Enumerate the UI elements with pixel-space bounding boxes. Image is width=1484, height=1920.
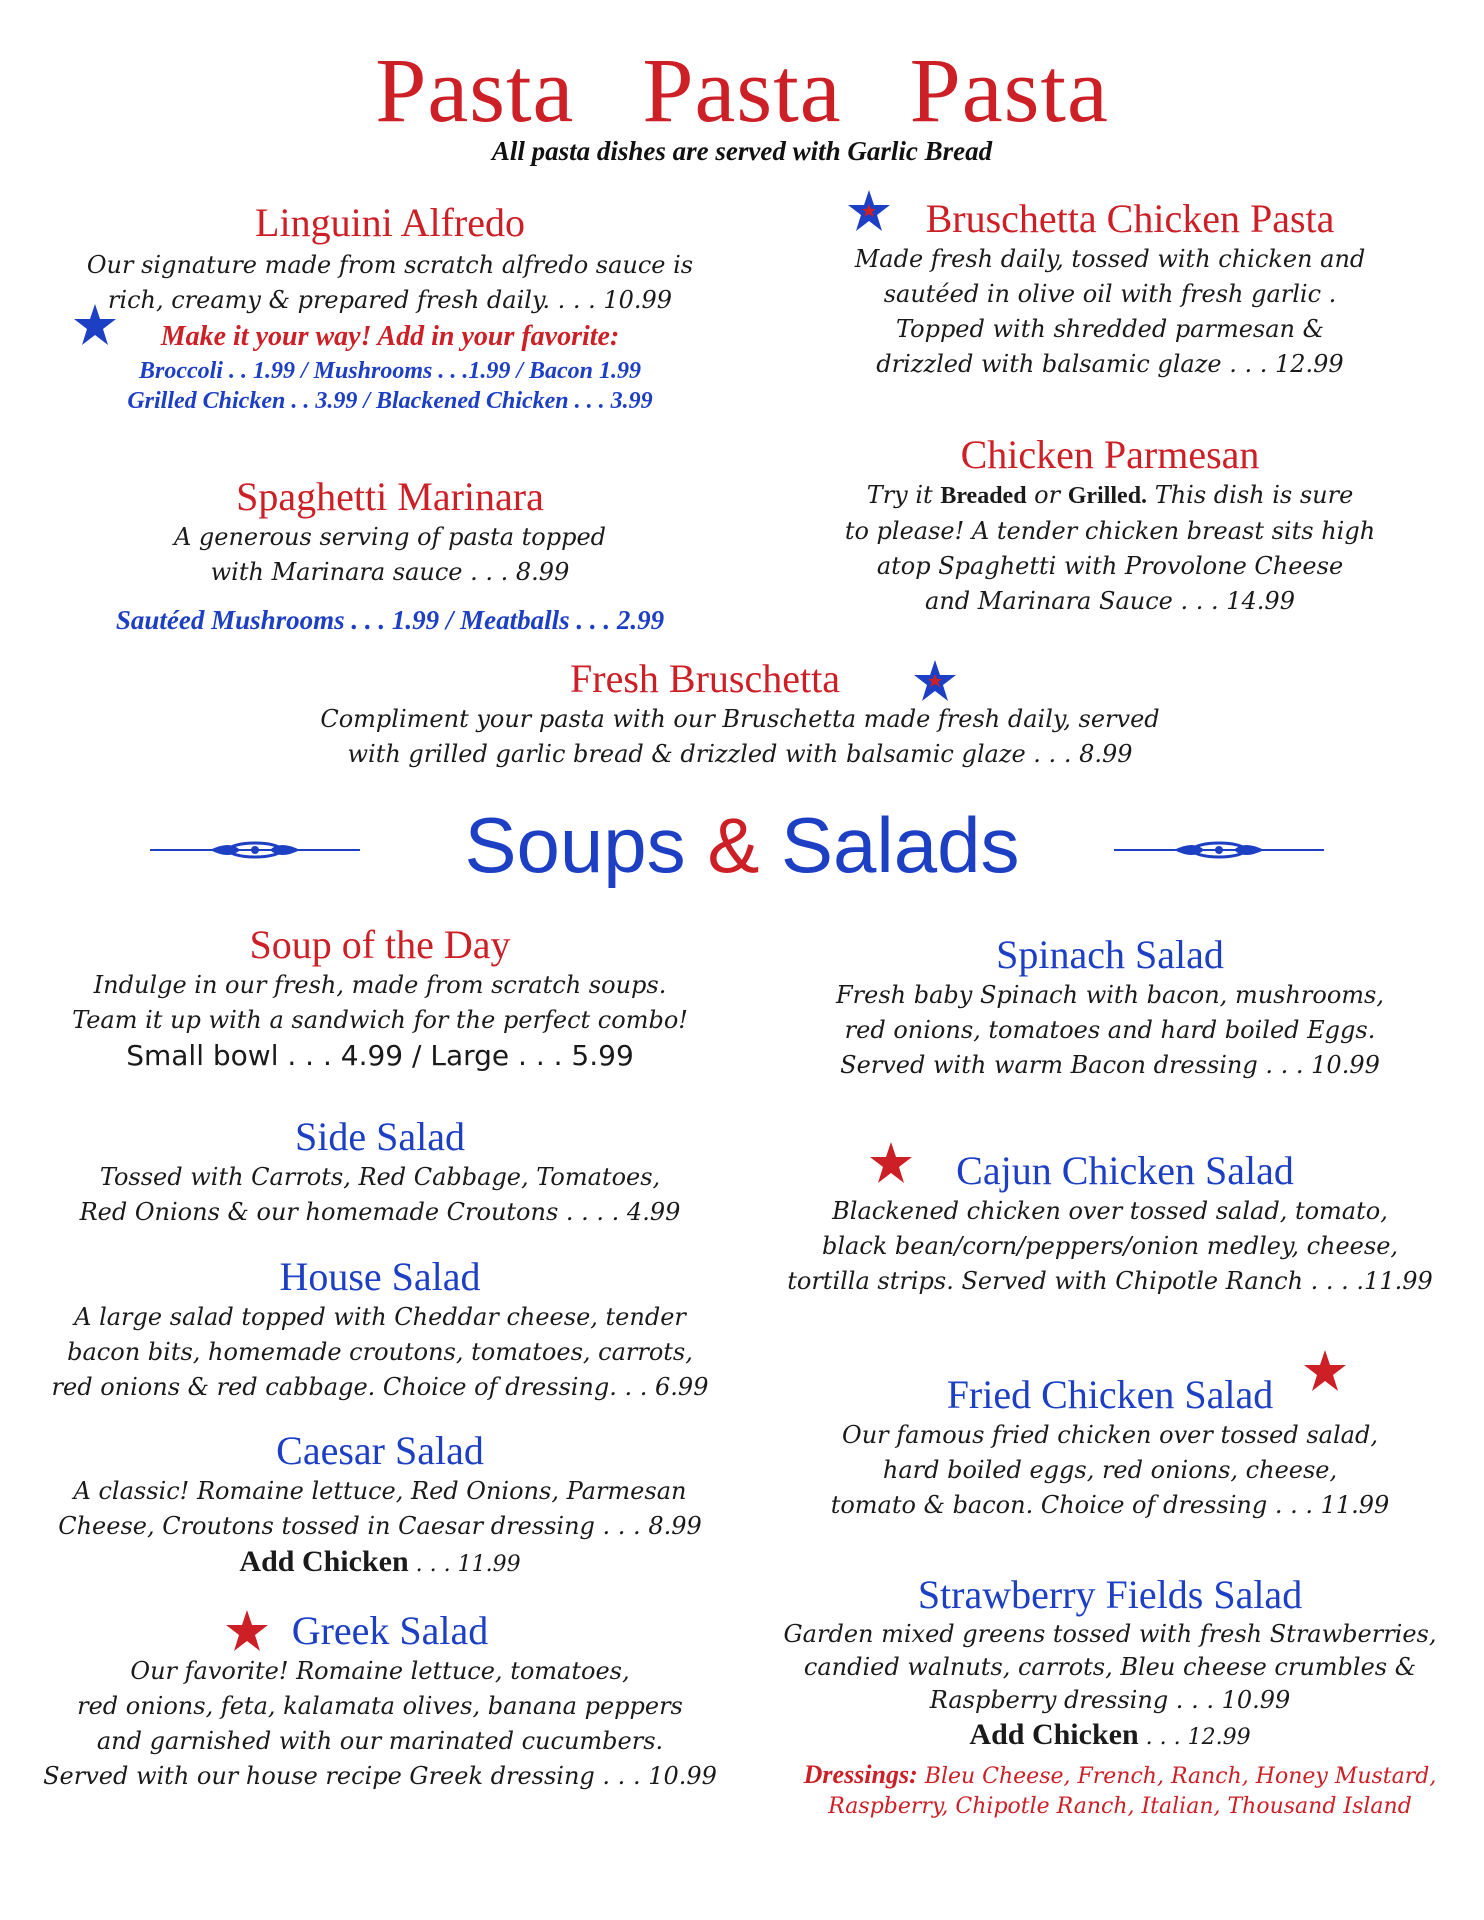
star-icon — [868, 1140, 914, 1186]
desc-text: This dish is sure — [1147, 481, 1354, 509]
title-word: Pasta — [642, 39, 842, 141]
desc-bold-grilled: Grilled. — [1067, 483, 1148, 509]
item-desc-line: tomato & bacon. Choice of dressing . . . 11.99 — [830, 1491, 1390, 1519]
ornament-divider-icon — [1114, 838, 1324, 862]
item-title: Strawberry Fields Salad — [917, 1572, 1303, 1617]
dish-desc-line: Made fresh daily, tossed with chicken and — [854, 245, 1366, 273]
add-chicken-label: Add Chicken — [969, 1718, 1139, 1751]
dressings-label: Dressings: — [803, 1760, 918, 1789]
item-desc-line: A large salad topped with Cheddar cheese, tender — [74, 1303, 686, 1331]
item-desc-line: black bean/corn/peppers/onion medley, cheese, — [821, 1232, 1399, 1260]
add-chicken-price: . . . 11.99 — [408, 1552, 521, 1577]
item-title: Spinach Salad — [996, 932, 1224, 977]
item-desc-line: red onions & red cabbage. Choice of dressing. . . 6.99 — [51, 1373, 709, 1401]
item-soup-of-the-day — [30, 922, 730, 1074]
item-desc-line: Cheese, Croutons tossed in Caesar dressing . . . 8.99 — [58, 1512, 702, 1540]
dish-desc-line: with Marinara sauce . . . 8.99 — [210, 558, 570, 586]
dish-desc-line: drizzled with balsamic glaze . . . 12.99 — [876, 350, 1344, 378]
item-desc-line: Fresh baby Spinach with bacon, mushrooms, — [835, 981, 1384, 1009]
item-desc-line: hard boiled eggs, red onions, cheese, — [882, 1456, 1338, 1484]
addon-line: Sautéed Mushrooms . . . 1.99 / Meatballs . . . 2.99 — [115, 605, 665, 635]
item-caesar-salad — [30, 1428, 730, 1582]
item-desc-line: candied walnuts, carrots, Bleu cheese crumbles & — [803, 1653, 1417, 1681]
item-desc-line: bacon bits, homemade croutons, tomatoes, carrots, — [67, 1338, 693, 1366]
item-greek-salad — [30, 1608, 730, 1794]
dish-desc-line: Topped with shredded parmesan & — [895, 315, 1324, 343]
dish-chicken-parmesan — [790, 432, 1430, 619]
dish-desc-line: Our signature made from scratch alfredo sauce is — [86, 251, 694, 279]
dish-title: Bruschetta Chicken Pasta — [925, 196, 1335, 241]
dish-desc-line: rich, creamy & prepared fresh daily. . . . 10.99 — [107, 286, 673, 314]
desc-bold-breaded: Breaded — [940, 483, 1027, 509]
item-desc-line: Served with our house recipe Greek dressing . . . 10.99 — [43, 1762, 717, 1790]
dish-desc-line: A generous serving of pasta topped — [173, 523, 607, 551]
item-title: House Salad — [279, 1254, 481, 1299]
item-desc-line: red onions, tomatoes and hard boiled Eggs. — [844, 1016, 1376, 1044]
addon-heading: Make it your way! Add in your favorite: — [160, 321, 620, 352]
desc-text: Try it — [866, 481, 941, 509]
dish-desc-line: to please! A tender chicken breast sits high — [844, 517, 1376, 545]
dish-title: Fresh Bruschetta — [570, 656, 840, 701]
dish-title: Spaghetti Marinara — [236, 474, 544, 519]
dish-title: Chicken Parmesan — [960, 432, 1260, 477]
add-chicken-price: . . . 12.99 — [1138, 1725, 1251, 1750]
item-spinach-salad — [780, 932, 1440, 1083]
desc-text: or — [1026, 481, 1068, 509]
dish-spaghetti — [40, 474, 740, 638]
dressings-text: Bleu Cheese, French, Ranch, Honey Mustard, — [917, 1764, 1437, 1789]
item-fried-chicken-salad — [780, 1372, 1440, 1523]
item-title: Fried Chicken Salad — [946, 1372, 1274, 1417]
soup-sizes: Small bowl . . . 4.99 / Large . . . 5.99 — [126, 1039, 634, 1072]
item-house-salad — [30, 1254, 730, 1405]
item-desc-line: Garden mixed greens tossed with fresh Strawberries, — [783, 1620, 1437, 1648]
dish-desc-line: Compliment your pasta with our Bruschetta made fresh daily, served — [320, 705, 1160, 733]
item-desc-line: Our favorite! Romaine lettuce, tomatoes, — [130, 1657, 630, 1685]
dish-desc-line: atop Spaghetti with Provolone Cheese — [876, 552, 1344, 580]
dish-linguini — [40, 200, 740, 416]
star-icon — [846, 188, 892, 234]
add-chicken-line — [780, 1717, 1440, 1755]
dish-desc-line: and Marinara Sauce . . . 14.99 — [925, 587, 1295, 615]
star-icon — [1302, 1348, 1348, 1394]
section-title-part: Soups — [464, 801, 708, 889]
dish-fresh-bruschetta — [300, 656, 1180, 772]
item-desc-line: and garnished with our marinated cucumbers. — [96, 1727, 664, 1755]
ornament-divider-icon — [150, 838, 360, 862]
item-title: Caesar Salad — [276, 1428, 484, 1473]
title-word: Pasta — [375, 39, 575, 141]
item-title: Soup of the Day — [249, 922, 511, 967]
item-desc-line: Team it up with a sandwich for the perfect combo! — [72, 1006, 688, 1034]
item-side-salad — [30, 1114, 730, 1230]
item-title: Cajun Chicken Salad — [956, 1148, 1294, 1193]
item-desc-line: Raspberry dressing . . . 10.99 — [929, 1686, 1291, 1714]
item-strawberry-fields-salad — [780, 1572, 1440, 1755]
item-desc-line: Red Onions & our homemade Croutons . . . . 4.99 — [79, 1198, 681, 1226]
dressings-line: Raspberry, Chipotle Ranch, Italian, Thousand Island — [828, 1794, 1412, 1819]
item-desc-line: tortilla strips. Served with Chipotle Ranch . . . .11.99 — [787, 1267, 1433, 1295]
add-chicken-line — [30, 1544, 730, 1582]
star-icon — [224, 1608, 270, 1654]
dish-desc-line: with grilled garlic bread & drizzled with balsamic glaze . . . 8.99 — [347, 740, 1133, 768]
item-desc-line: Tossed with Carrots, Red Cabbage, Tomatoes, — [99, 1163, 661, 1191]
dressings-list — [780, 1760, 1460, 1822]
dish-desc-line — [790, 478, 1430, 514]
dish-title: Linguini Alfredo — [255, 200, 525, 245]
dish-desc-line: sautéed in olive oil with fresh garlic . — [883, 280, 1337, 308]
item-desc-line: red onions, feta, kalamata olives, banana peppers — [77, 1692, 683, 1720]
section-title-part: Salads — [759, 801, 1020, 889]
item-desc-line: A classic! Romaine lettuce, Red Onions, Parmesan — [73, 1477, 687, 1505]
item-desc-line: Our famous fried chicken over tossed salad, — [842, 1421, 1378, 1449]
addon-line: Broccoli . . 1.99 / Mushrooms . . .1.99 / Bacon 1.99 — [138, 358, 642, 384]
item-title: Side Salad — [295, 1114, 465, 1159]
item-desc-line: Indulge in our fresh, made from scratch soups. — [93, 971, 667, 999]
page-title — [0, 40, 1484, 140]
star-icon — [72, 302, 118, 348]
item-desc-line: Served with warm Bacon dressing . . . 10.99 — [840, 1051, 1380, 1079]
star-icon — [912, 658, 958, 704]
add-chicken-label: Add Chicken — [239, 1545, 409, 1578]
addon-line: Grilled Chicken . . 3.99 / Blackened Chicken . . . 3.99 — [127, 388, 653, 414]
subtitle: All pasta dishes are served with Garlic Bread — [491, 136, 993, 166]
dressings-line — [780, 1760, 1460, 1792]
item-title: Greek Salad — [291, 1608, 489, 1653]
item-desc-line: Blackened chicken over tossed salad, tomato, — [832, 1197, 1388, 1225]
section-title-amp: & — [707, 801, 760, 889]
title-word: Pasta — [909, 39, 1109, 141]
